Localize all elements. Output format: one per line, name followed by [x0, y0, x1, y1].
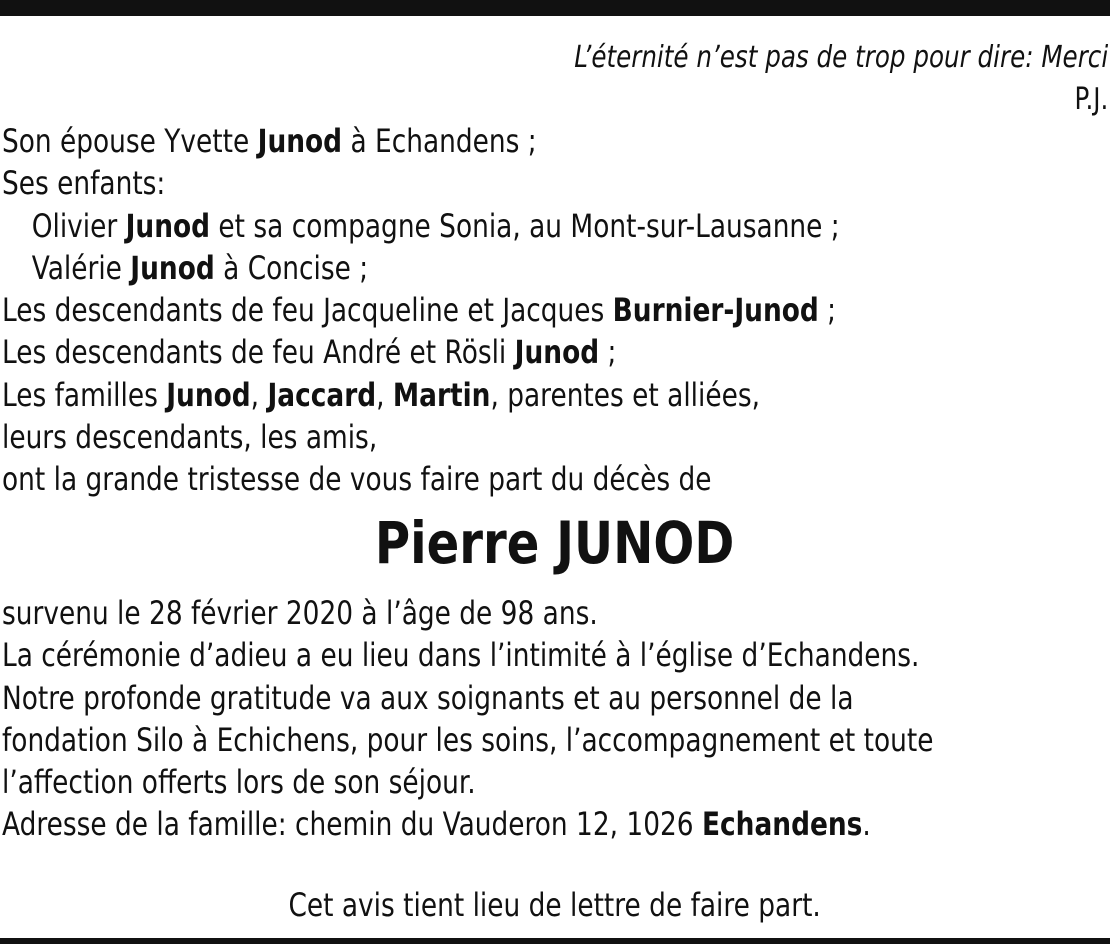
gratitude-line: l’affection offerts lors de son séjour.	[2, 763, 476, 802]
children-label: Ses enfants:	[2, 164, 166, 203]
descendants-line: Les descendants de feu Jacqueline et Jacques Burnier-Junod ;	[2, 291, 837, 330]
gratitude-line: Notre profonde gratitude va aux soignants et au personnel de la	[2, 678, 854, 717]
surname: Junod	[257, 122, 343, 160]
families-line: Les familles Junod, Jaccard, Martin, parentes et alliées,	[2, 375, 760, 414]
surname: Martin	[392, 375, 491, 414]
surname: Jaccard	[267, 375, 377, 414]
details-block	[2, 592, 933, 846]
epigraph-quote: L’éternité n’est pas de trop pour dire: Merci	[574, 40, 1108, 75]
surname: Junod	[130, 248, 215, 287]
gratitude-line: fondation Silo à Echichens, pour les soins, l’accompagnement et toute	[2, 720, 934, 759]
epigraph-initials: P.J.	[1074, 82, 1108, 117]
address-place: Echandens	[701, 805, 863, 844]
announcement-line: ont la grande tristesse de vous faire part du décès de	[2, 460, 712, 499]
address-line: Adresse de la famille: chemin du Vauderon 12, 1026 Echandens.	[2, 805, 871, 844]
bottom-border-rule	[0, 938, 1110, 944]
surname: Burnier-Junod	[612, 291, 819, 330]
friends-line: leurs descendants, les amis,	[2, 418, 378, 457]
surname: Junod	[166, 375, 251, 414]
child-line: Olivier Junod et sa compagne Sonia, au Mont-sur-Lausanne ;	[31, 206, 840, 245]
descendants-line: Les descendants de feu André et Rösli Junod ;	[2, 333, 617, 372]
child-line: Valérie Junod à Concise ;	[31, 248, 369, 287]
deceased-name	[0, 508, 1110, 578]
surname: Junod	[125, 206, 211, 245]
closing-note-text: Cet avis tient lieu de lettre de faire part.	[288, 886, 822, 924]
deceased-name-text: Pierre JUNOD	[375, 509, 735, 577]
ceremony-line: La cérémonie d’adieu a eu lieu dans l’intimité à l’église d’Echandens.	[2, 636, 920, 675]
death-date-line: survenu le 28 février 2020 à l’âge de 98 ans.	[2, 594, 598, 632]
family-list	[2, 120, 840, 501]
spouse-line: Son épouse Yvette Junod à Echandens ;	[2, 122, 537, 160]
closing-note	[0, 884, 1110, 926]
top-border-rule	[0, 0, 1110, 16]
surname: Junod	[514, 333, 600, 372]
